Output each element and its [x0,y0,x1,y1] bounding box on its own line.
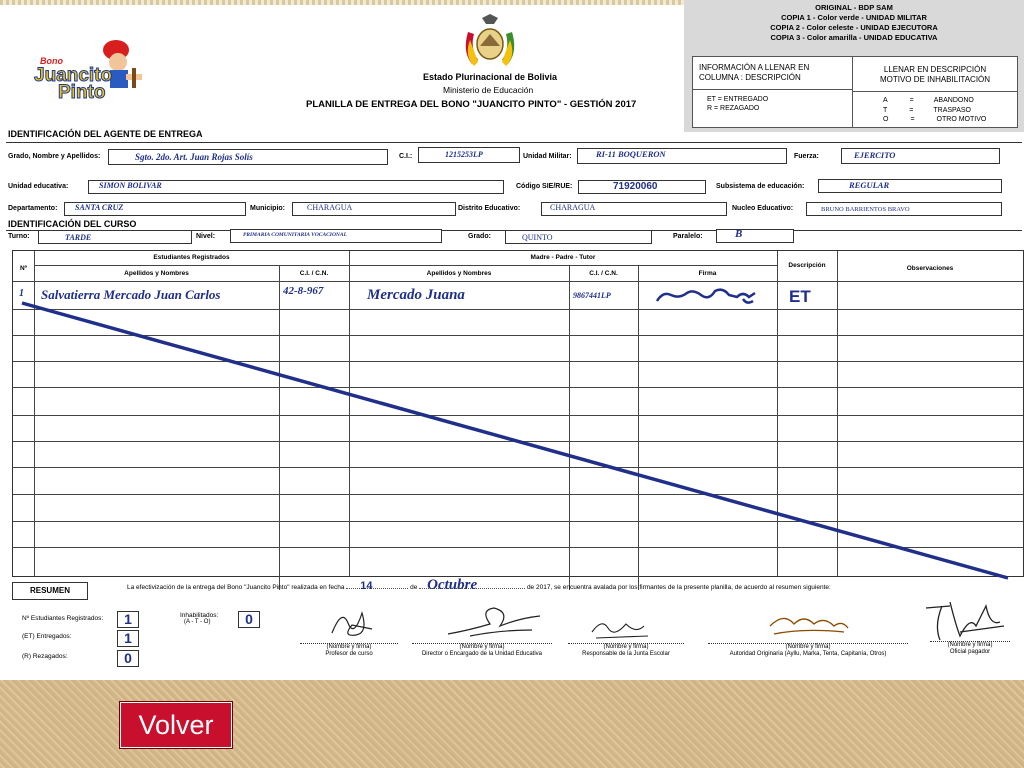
motivo-t-val: TRASPASO [933,106,971,114]
payer-signature-icon [920,596,1010,644]
motivo-o-val: OTRO MOTIVO [936,116,987,123]
muni-label: Municipio: [250,205,285,212]
signature-teacher [300,643,398,658]
col-student-ci-header: C.I. / C.N. [299,270,329,277]
copy-2: COPIA 2 - Color celeste - UNIDAD EJECUTORA [770,23,938,32]
dept-value: SANTA CRUZ [75,203,124,212]
copy-1: COPIA 1 - Color verde - UNIDAD MILITAR [781,13,927,22]
name-label: Grado, Nombre y Apellidos: [8,153,101,160]
row-description: ET [789,287,811,306]
motivo-t: T [883,106,888,114]
signature-authority [708,643,908,658]
motivo-o: O [883,116,889,123]
info-legend-title2: COLUMNA : DESCRIPCIÓN [699,73,801,82]
motivo-legend-title1: LLENAR EN DESCRIPCIÓN [883,65,987,74]
statement-day: 14 [360,580,373,592]
nucleus-value: BRUNO BARRIENTOS BRAVO [821,206,910,213]
junta-role: Responsable de la Junta Escolar [582,651,670,657]
director-role: Director o Encargado de la Unidad Educativa [421,651,543,657]
disabled-sub: (A - T - O) [184,619,211,625]
level-value: PRIMARIA COMUNITARIA VOCACIONAL [243,232,347,238]
district-value: CHARAGUA [550,203,596,212]
grade-label: Grado: [468,233,491,240]
info-legend-et: ET = ENTREGADO [707,96,769,103]
parallel-value: B [735,228,743,240]
lagging-label: (R) Rezagados: [22,653,68,660]
teacher-role: Profesor de curso [325,651,373,657]
shift-label: Turno: [8,233,30,240]
disabled-value: 0 [238,611,260,628]
statement-post: de 2017, se encuentra avalada por los firmantes de la presente planilla, de acuerdo al resumen siguiente: [526,584,831,591]
lagging-value: 0 [117,650,139,667]
district-label: Distrito Educativo: [458,205,521,212]
ci-label: C.I.: [399,153,413,160]
statement-month: Octubre [427,577,478,593]
junta-signature-icon [586,612,656,642]
authority-sig-caption: (Nombre y firma) [785,644,831,650]
col-parent-ci-header: C.I. / C.N. [589,270,618,277]
back-button[interactable]: Volver [120,702,232,748]
school-unit-label: Unidad educativa: [8,183,69,190]
summary-heading: RESUMEN [29,586,70,595]
col-num-header: Nº [19,265,28,272]
col-student-name-header: Apellidos y Nombres [124,270,189,277]
logo-juancito-text: Juancito [34,65,113,86]
authority-signature-icon [764,606,854,642]
row-parent-name: Mercado Juana [367,287,465,303]
signature-payer [930,641,1010,656]
delivered-value: 1 [117,630,139,647]
row-student-name: Salvatierra Mercado Juan Carlos [41,287,221,302]
students-group-header: Estudiantes Registrados [153,254,230,261]
ci-value: 1215253LP [445,150,483,159]
dept-label: Departamento: [8,205,58,212]
force-label: Fuerza: [794,153,819,160]
subsystem-value: REGULAR [849,180,890,190]
row-parent-ci: 9867441LP [573,291,611,300]
name-value: Sgto. 2do. Art. Juan Rojas Solís [135,152,253,162]
agent-heading: IDENTIFICACIÓN DEL AGENTE DE ENTREGA [8,129,203,139]
subsystem-label: Subsistema de educación: [716,183,805,190]
row-student-ci: 42-8-967 [283,285,324,297]
authority-role: Autoridad Originaria (Ayllu, Marka, Tenta, Capitanía, Otros) [729,651,887,657]
motivo-t-eq: = [909,106,914,114]
signature-director [412,643,552,658]
copy-3: COPIA 3 - Color amarilla - UNIDAD EDUCATIVA [770,33,938,42]
col-signature-header: Firma [698,270,717,277]
sie-value: 71920060 [613,181,658,192]
motivo-a-eq: = [909,97,914,104]
col-description-header: Descripción [788,262,826,269]
parent-group-header: Madre - Padre - Tutor [530,254,596,261]
statement-pre: La efectivización de la entrega del Bono "Juancito Pinto" realizada en fecha [127,584,345,591]
muni-value: CHARAGUA [307,203,353,212]
shift-value: TARDE [65,233,92,242]
payer-sig-caption: (Nombre y firma) [947,642,993,648]
col-parent-name-header: Apellidos y Nombres [426,270,492,277]
junta-sig-caption: (Nombre y firma) [603,644,649,650]
unit-label: Unidad Militar: [523,153,572,160]
force-value: EJERCITO [854,150,896,160]
motivo-legend-title2: MOTIVO DE INHABILITACIÓN [879,75,991,84]
sie-label: Código SIE/RUE: [516,183,573,190]
copy-original: ORIGINAL - BDP SAM [815,3,893,12]
page-title: PLANILLA DE ENTREGA DEL BONO "JUANCITO PINTO" - GESTIÓN 2017 [306,99,637,110]
level-label: Nivel: [196,233,216,240]
grade-value: QUINTO [522,233,553,242]
course-heading: IDENTIFICACIÓN DEL CURSO [8,219,137,229]
director-sig-caption: (Nombre y firma) [459,644,505,650]
col-observations-header: Observaciones [906,265,954,272]
teacher-signature-icon [322,603,382,643]
motivo-a-val: ABANDONO [933,97,974,104]
ministry-name: Ministerio de Educación [443,85,534,95]
school-unit-value: SIMON BOLIVAR [99,181,162,190]
row-num: 1 [19,288,24,299]
unit-value: RI-11 BOQUERON [596,149,666,159]
director-signature-icon [440,600,550,644]
registered-label: Nº Estudiantes Registrados: [22,615,104,622]
state-name: Estado Plurinacional de Bolivia [423,72,558,82]
payer-role: Oficial pagador [949,649,991,655]
signature-junta [568,643,684,658]
info-legend-title1: INFORMACIÓN A LLENAR EN [699,63,810,72]
motivo-a: A [883,97,888,104]
summary-heading-box [12,582,88,600]
teacher-sig-caption: (Nombre y firma) [326,644,372,650]
statement-de: de [410,584,418,591]
disabled-label: Inhabilitados: [180,612,219,619]
delivered-label: (ET) Entregados: [22,633,72,640]
parallel-label: Paralelo: [673,233,703,240]
info-legend-r: R = REZAGADO [707,105,760,112]
logo-bono-text: Bono [40,56,63,66]
registered-value: 1 [117,611,139,628]
nucleus-label: Nucleo Educativo: [732,205,794,212]
motivo-o-eq: = [910,116,915,123]
summary-statement [127,577,831,593]
logo-pinto-text: Pinto [58,82,106,103]
